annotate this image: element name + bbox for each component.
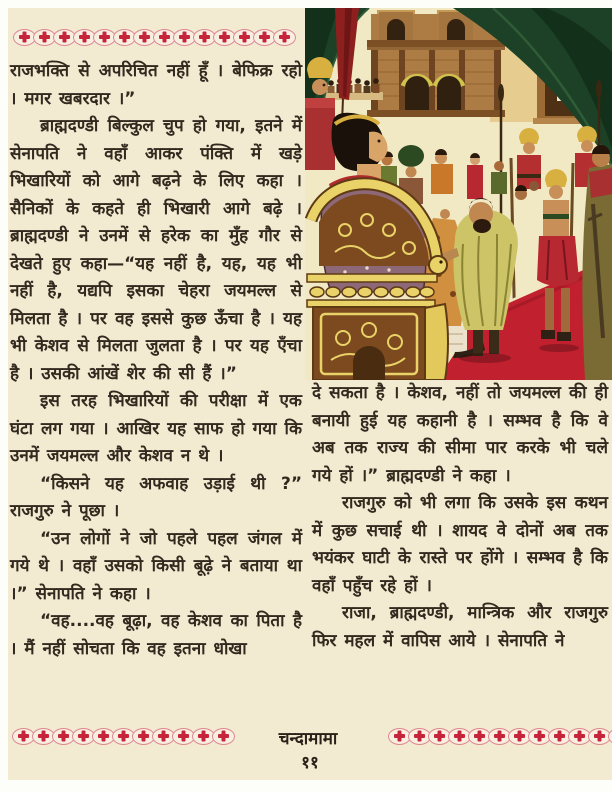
story-illustration <box>305 8 612 380</box>
guard-left <box>305 57 335 170</box>
paragraph: इस तरह भिखारियों की परीक्षा में एक घंटा लग गया । आखिर यह साफ हो गया कि उनमें जयमल्ल और केशव न थे । <box>10 391 302 466</box>
left-column <box>10 58 302 663</box>
ornament-border-bottom-right <box>388 728 612 744</box>
paragraph: “किसने यह अफवाह उड़ाई थी ?” राजगुरु ने पूछा । <box>10 473 302 521</box>
floral-cross-ornament <box>212 728 235 745</box>
page-number: ११ <box>301 753 319 773</box>
paragraph: राजा, ब्राह्मदण्डी, मान्त्रिक और राजगुरु फिर महल में वापिस आये । सेनापति ने <box>312 603 608 651</box>
paragraph: राजगुरु को भी लगा कि उसके इस कथन में कुछ सचाई थी । शायद वे दोनों अब तक भयंकर घाटी के रास्ते पर होंगे । सम्भव है कि वहाँ पहुँच रहे हों । <box>312 493 608 596</box>
golden-throne <box>307 184 448 380</box>
ornament-border-top <box>13 29 293 45</box>
paragraph: ब्राह्मदण्डी बिल्कुल चुप हो गया, इतने में सेनापति ने वहाँ आकर पंक्ति में खड़े भिखारियों को आगे बढ़ने के लिए कहा । सैनिकों के कहते ही भिखारी आगे बढ़े । ब्राह्मदण्डी ने उनमें से हरेक का मुँह गौर से देखते हुए कहा—“यह नहीं है, यह, यह भी नहीं है, यद्यपि इसका चेहरा जयमल्ल से मिलता है । पर वह इससे कुछ ऊँचा है । यह भी केशव से मिलता जुलता है । पर यह ऍंचा है । उसकी आंखें शेर की सी हैं ।” <box>10 116 302 384</box>
floral-cross-ornament <box>608 728 612 745</box>
right-column <box>312 380 608 655</box>
paragraph: “वह....वह बूढ़ा, वह केशव का पिता है । मैं नहीं सोचता कि वह इतना धोखा <box>10 611 302 659</box>
paragraph: राजभक्ति से अपरिचित नहीं हूँ । बेफिक्र रहो । मगर खबरदार ।” <box>10 61 302 109</box>
magazine-page <box>8 8 612 780</box>
floral-cross-ornament <box>273 29 296 46</box>
paragraph: दे सकता है । केशव, नहीं तो जयमल्ल की ही बनायी हुई यह कहानी है । सम्भव है कि वे अब तक राज्य की सीमा पार करके भी चले गये हों ।” ब्राह्मदण्डी ने कहा । <box>312 383 608 486</box>
ornament-border-bottom-left <box>12 728 232 744</box>
paragraph: “उन लोगों ने जो पहले पहल जंगल में गये थे । वहाँ उसको किसी बूढ़े ने बताया था ।” सेनापति ने कहा । <box>10 528 302 604</box>
publication-title: चन्दामामा <box>278 729 338 749</box>
